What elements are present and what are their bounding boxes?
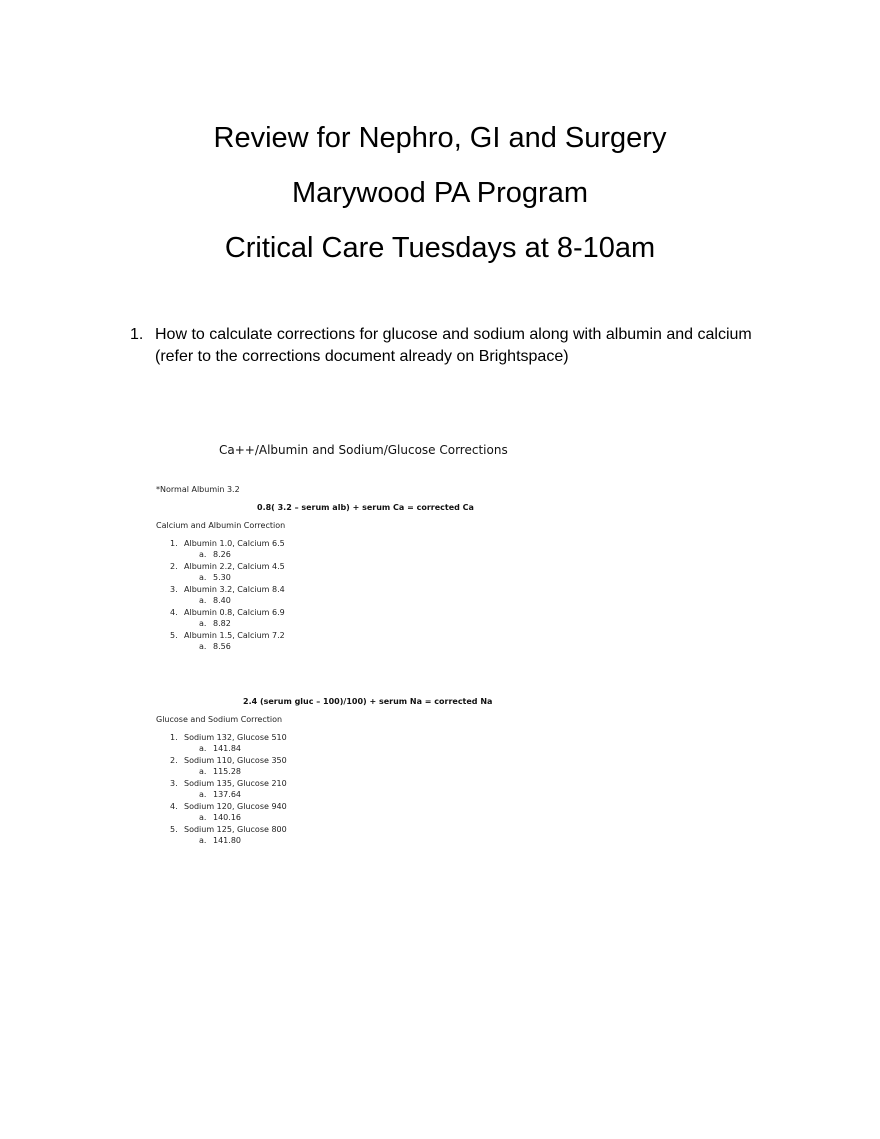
problem-number: 3. bbox=[170, 779, 178, 788]
problem-label: Sodium 120, Glucose 940 bbox=[184, 802, 287, 811]
problem-label: Albumin 1.0, Calcium 6.5 bbox=[184, 539, 285, 548]
sodium-section-heading: Glucose and Sodium Correction bbox=[156, 715, 283, 724]
answer-letter: a. bbox=[199, 836, 207, 845]
answer-letter: a. bbox=[199, 642, 207, 651]
answer-value: 5.30 bbox=[213, 573, 231, 582]
problem-label: Albumin 0.8, Calcium 6.9 bbox=[184, 608, 285, 617]
problem-number: 1. bbox=[170, 733, 178, 742]
sodium-formula: 2.4 (serum gluc – 100)/100) + serum Na = corrected Na bbox=[243, 697, 493, 706]
answer-letter: a. bbox=[199, 790, 207, 799]
answer-value: 8.82 bbox=[213, 619, 231, 628]
problem-label: Sodium 125, Glucose 800 bbox=[184, 825, 287, 834]
answer-value: 8.56 bbox=[213, 642, 231, 651]
list-item-number: 1. bbox=[130, 326, 144, 343]
calcium-formula: 0.8( 3.2 – serum alb) + serum Ca = corrected Ca bbox=[257, 503, 474, 512]
problem-number: 5. bbox=[170, 825, 178, 834]
answer-value: 8.26 bbox=[213, 550, 231, 559]
answer-letter: a. bbox=[199, 619, 207, 628]
problem-number: 4. bbox=[170, 608, 178, 617]
problem-label: Albumin 3.2, Calcium 8.4 bbox=[184, 585, 285, 594]
problem-number: 4. bbox=[170, 802, 178, 811]
list-item-text: How to calculate corrections for glucose and sodium along with albumin and calcium (refer to the corrections document already on Brightspace) bbox=[155, 326, 752, 365]
answer-letter: a. bbox=[199, 550, 207, 559]
problem-label: Albumin 2.2, Calcium 4.5 bbox=[184, 562, 285, 571]
problem-label: Sodium 132, Glucose 510 bbox=[184, 733, 287, 742]
answer-value: 8.40 bbox=[213, 596, 231, 605]
answer-value: 115.28 bbox=[213, 767, 241, 776]
answer-letter: a. bbox=[199, 744, 207, 753]
problem-label: Albumin 1.5, Calcium 7.2 bbox=[184, 631, 285, 640]
calcium-section-heading: Calcium and Albumin Correction bbox=[156, 521, 286, 530]
problem-number: 2. bbox=[170, 756, 178, 765]
session-schedule: Critical Care Tuesdays at 8-10am bbox=[224, 232, 656, 264]
problem-number: 3. bbox=[170, 585, 178, 594]
normal-albumin-note: *Normal Albumin 3.2 bbox=[156, 485, 240, 494]
answer-letter: a. bbox=[199, 573, 207, 582]
problem-label: Sodium 110, Glucose 350 bbox=[184, 756, 287, 765]
answer-letter: a. bbox=[199, 596, 207, 605]
problem-number: 2. bbox=[170, 562, 178, 571]
answer-value: 137.64 bbox=[213, 790, 241, 799]
answer-value: 141.80 bbox=[213, 836, 241, 845]
answer-value: 140.16 bbox=[213, 813, 241, 822]
problem-number: 5. bbox=[170, 631, 178, 640]
problem-label: Sodium 135, Glucose 210 bbox=[184, 779, 287, 788]
answer-value: 141.84 bbox=[213, 744, 241, 753]
page-title: Review for Nephro, GI and Surgery bbox=[213, 122, 667, 154]
answer-letter: a. bbox=[199, 767, 207, 776]
problem-number: 1. bbox=[170, 539, 178, 548]
answer-letter: a. bbox=[199, 813, 207, 822]
program-name: Marywood PA Program bbox=[291, 177, 589, 209]
embedded-doc-title: Ca++/Albumin and Sodium/Glucose Corrections bbox=[219, 443, 508, 457]
